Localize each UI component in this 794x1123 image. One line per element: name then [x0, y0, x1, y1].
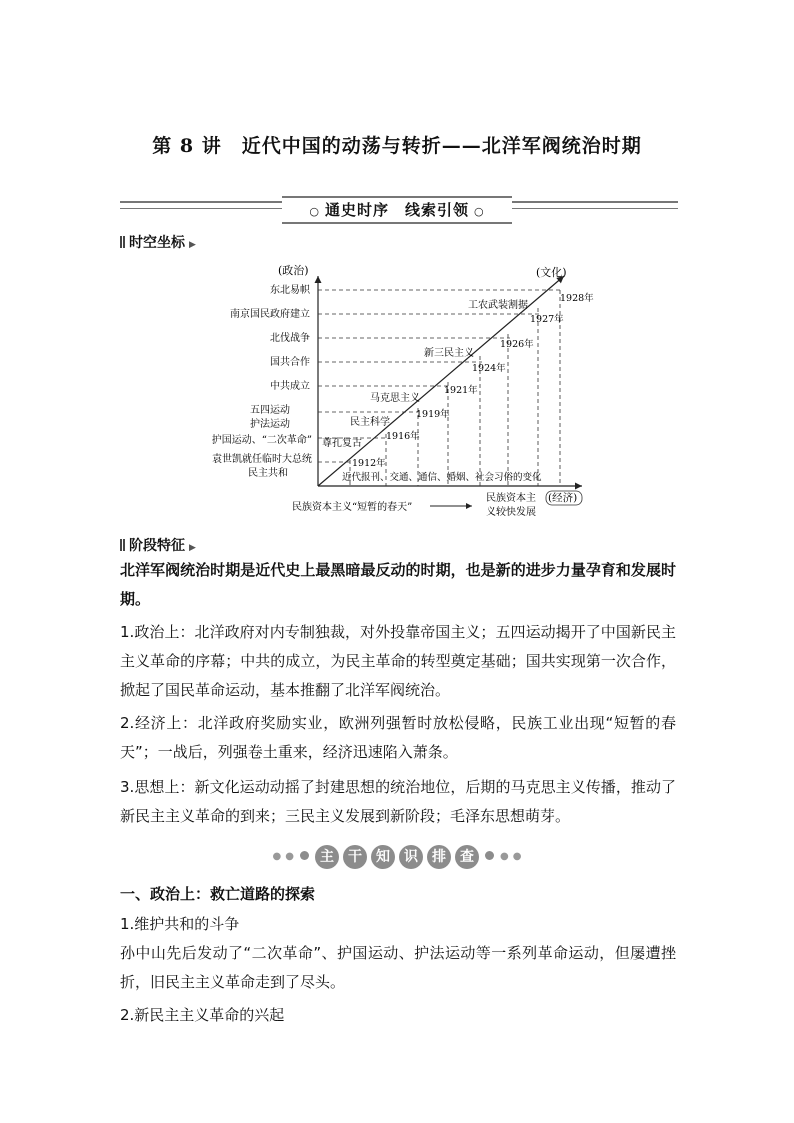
subheading-new-democracy: 2.新民主主义革命的兴起 — [120, 1006, 285, 1024]
politics-label: (政治) — [278, 264, 309, 277]
year-label: 1924年 — [472, 363, 506, 374]
heading-politics: 一、政治上：救亡道路的探索 — [120, 885, 316, 903]
point-thought: 3.思想上：新文化运动动摇了封建思想的统治地位，后期的马克思主义传播，推动了新民主主义革命的到来；三民主义发展到新阶段；毛泽东思想萌芽。 — [120, 778, 676, 825]
point-economy: 2.经济上：北洋政府奖励实业，欧洲列强暂时放松侵略，民族工业出现“短暂的春天”；一战后，列强卷土重来，经济迅速陷入萧条。 — [120, 714, 676, 761]
intro-paragraph: 北洋军阀统治时期是近代史上最黑暗最反动的时期，也是新的进步力量孕育和发展时期。 — [120, 561, 676, 608]
banner-char: 识 — [399, 845, 423, 869]
politics-event: 护法运动 — [250, 419, 290, 430]
politics-event: 国共合作 — [270, 357, 310, 368]
year-label: 1927年 — [530, 314, 564, 325]
timeline-diagram — [190, 258, 610, 520]
year-label: 1921年 — [444, 385, 478, 396]
banner-char: 知 — [371, 845, 395, 869]
section-label-timeline: 时空坐标 ▶ — [120, 232, 196, 252]
banner-char: 排 — [427, 845, 451, 869]
circle-icon: ○ — [309, 205, 320, 218]
triangle-right-icon: ▶ — [189, 543, 196, 553]
politics-event: 民主共和 — [248, 468, 288, 479]
dot-icon: ● — [272, 851, 282, 862]
banner-rule-left — [120, 201, 282, 203]
economy-right: 义较快发展 — [486, 507, 536, 518]
economy-left: 民族资本主义“短暂的春天” — [292, 502, 413, 513]
paragraph-republic: 孙中山先后发动了“二次革命”、护国运动、护法运动等一系列革命运动，但屡遭挫折，旧民主主义革命走到了尽头。 — [120, 944, 676, 991]
politics-event: 南京国民政府建立 — [230, 309, 310, 320]
circle-icon: ○ — [474, 205, 485, 218]
banner-text: 通史时序 线索引领 — [324, 201, 469, 219]
triangle-right-icon: ▶ — [189, 240, 196, 250]
year-label: 1928年 — [560, 293, 594, 304]
politics-event: 中共成立 — [270, 381, 310, 392]
subheading-republic: 1.维护共和的斗争 — [120, 915, 240, 933]
culture-item: 新三民主义 — [424, 348, 474, 359]
year-label: 1916年 — [386, 431, 420, 442]
year-label: 1919年 — [416, 409, 450, 420]
banner-char: 干 — [343, 845, 367, 869]
section-banner-2 — [0, 845, 794, 869]
economy-right: 民族资本主 — [486, 493, 536, 504]
dot-icon — [300, 851, 309, 860]
culture-item: 尊孔复古 — [322, 438, 362, 449]
page-title: 第 8 讲 近代中国的动荡与转折——北洋军阀统治时期 — [152, 135, 642, 157]
bars-icon — [120, 539, 125, 551]
politics-event: 五四运动 — [250, 405, 290, 416]
culture-label: (文化) — [536, 266, 567, 279]
banner-char: 主 — [315, 845, 339, 869]
dot-icon: ● — [285, 851, 294, 862]
politics-event: 护国运动、“二次革命” — [211, 435, 312, 446]
banner-rule-left-thin — [120, 208, 282, 209]
politics-event: 东北易帜 — [270, 285, 310, 296]
section-banner — [282, 196, 512, 224]
politics-event: 袁世凯就任临时大总统 — [212, 454, 312, 465]
banner-rule-right-thin — [512, 208, 678, 209]
banner-rule-right — [512, 201, 678, 203]
culture-item: 马克思主义 — [370, 393, 420, 404]
dot-icon: ● — [500, 851, 509, 862]
year-label: 1912年 — [352, 458, 386, 469]
culture-item: 民主科学 — [350, 417, 390, 428]
dot-icon — [485, 851, 494, 860]
year-label: 1926年 — [500, 339, 534, 350]
banner-char: 查 — [455, 845, 479, 869]
section-label-features: 阶段特征 ▶ — [120, 535, 196, 555]
culture-item: 近代报刊、交通、通信、婚姻、社会习俗的变化 — [342, 472, 542, 483]
politics-event: 北伐战争 — [270, 333, 310, 344]
culture-item: 工农武装割据 — [468, 300, 528, 311]
dot-icon: ● — [512, 851, 522, 862]
bars-icon — [120, 236, 125, 248]
point-politics: 1.政治上：北洋政府对内专制独裁，对外投靠帝国主义；五四运动揭开了中国新民主主义革命的序幕；中共的成立，为民主革命的转型奠定基础；国共实现第一次合作，掀起了国民革命运动，基本推翻了北洋军阀统治。 — [120, 623, 676, 699]
economy-label: (经济) — [548, 492, 578, 504]
